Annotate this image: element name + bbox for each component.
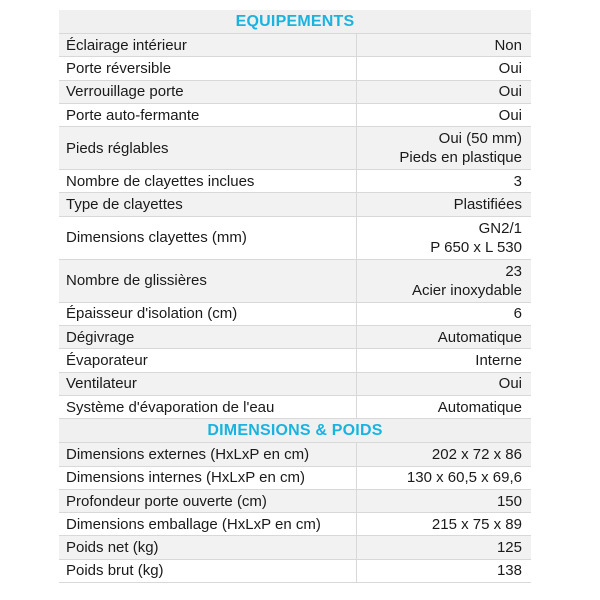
spec-value-line: 3 <box>513 172 522 190</box>
spec-value-line: 202 x 72 x 86 <box>431 445 522 463</box>
table-row <box>59 443 531 466</box>
spec-label: Verrouillage porte <box>59 81 357 103</box>
spec-value-line: Oui <box>498 375 522 393</box>
spec-label: Dimensions emballage (HxLxP en cm) <box>59 513 357 535</box>
spec-label: Porte réversible <box>59 57 357 79</box>
spec-value-line: GN2/1 <box>478 219 522 237</box>
spec-value <box>357 303 531 325</box>
spec-label: Nombre de clayettes inclues <box>59 170 357 192</box>
spec-value-line: P 650 x L 530 <box>430 238 522 256</box>
spec-value-line: Non <box>494 36 522 54</box>
spec-value-line: 125 <box>496 539 522 557</box>
spec-value <box>357 349 531 371</box>
spec-label: Éclairage intérieur <box>59 34 357 56</box>
spec-value-line: Acier inoxydable <box>411 281 522 299</box>
table-row <box>59 127 531 170</box>
table-row <box>59 57 531 80</box>
spec-label: Dimensions internes (HxLxP en cm) <box>59 467 357 489</box>
spec-value <box>357 326 531 348</box>
spec-value <box>357 490 531 512</box>
spec-value <box>357 443 531 465</box>
spec-label: Évaporateur <box>59 349 357 371</box>
spec-label: Épaisseur d'isolation (cm) <box>59 303 357 325</box>
spec-label: Profondeur porte ouverte (cm) <box>59 490 357 512</box>
section-heading-equipements: EQUIPEMENTS <box>59 10 531 34</box>
table-row <box>59 513 531 536</box>
spec-value <box>357 34 531 56</box>
spec-value <box>357 170 531 192</box>
spec-value <box>357 373 531 395</box>
spec-value <box>357 127 531 169</box>
spec-value-line: 138 <box>496 562 522 580</box>
spec-sheet <box>59 10 531 583</box>
spec-label: Porte auto-fermante <box>59 104 357 126</box>
spec-value <box>357 193 531 215</box>
table-row <box>59 373 531 396</box>
spec-value-line: 23 <box>505 262 522 280</box>
table-row <box>59 490 531 513</box>
spec-value-line: 150 <box>496 492 522 510</box>
table-row <box>59 34 531 57</box>
table-row <box>59 81 531 104</box>
spec-value-line: 215 x 75 x 89 <box>431 515 522 533</box>
table-row <box>59 326 531 349</box>
spec-label: Système d'évaporation de l'eau <box>59 396 357 418</box>
spec-value <box>357 104 531 126</box>
spec-value-line: Plastifiées <box>453 196 522 214</box>
table-row <box>59 260 531 303</box>
spec-value-line: 6 <box>513 305 522 323</box>
spec-value <box>357 81 531 103</box>
spec-value <box>357 467 531 489</box>
spec-label: Dégivrage <box>59 326 357 348</box>
spec-value-line: Oui (50 mm) <box>438 130 522 148</box>
spec-value-line: Automatique <box>437 328 522 346</box>
spec-label: Ventilateur <box>59 373 357 395</box>
spec-value-line: Interne <box>475 352 522 370</box>
spec-label: Nombre de glissières <box>59 260 357 302</box>
spec-value <box>357 536 531 558</box>
spec-value-line: Automatique <box>437 398 522 416</box>
table-row <box>59 303 531 326</box>
section-heading-dimensions-poids: DIMENSIONS & POIDS <box>59 419 531 443</box>
table-row <box>59 536 531 559</box>
spec-value <box>357 217 531 259</box>
spec-label: Poids brut (kg) <box>59 560 357 582</box>
table-row <box>59 170 531 193</box>
table-row <box>59 467 531 490</box>
spec-value <box>357 513 531 535</box>
spec-table <box>59 34 531 419</box>
table-row <box>59 104 531 127</box>
spec-label: Pieds réglables <box>59 127 357 169</box>
spec-value-line: 130 x 60,5 x 69,6 <box>406 469 522 487</box>
spec-value-line: Oui <box>498 83 522 101</box>
spec-value-line: Pieds en plastique <box>399 149 522 167</box>
spec-label: Type de clayettes <box>59 193 357 215</box>
spec-value-line: Oui <box>498 106 522 124</box>
spec-value <box>357 560 531 582</box>
spec-label: Poids net (kg) <box>59 536 357 558</box>
spec-value <box>357 260 531 302</box>
table-row <box>59 396 531 419</box>
spec-label: Dimensions clayettes (mm) <box>59 217 357 259</box>
table-row <box>59 217 531 260</box>
spec-table <box>59 443 531 583</box>
table-row <box>59 193 531 216</box>
spec-value <box>357 396 531 418</box>
spec-value-line: Oui <box>498 59 522 77</box>
table-row <box>59 560 531 583</box>
table-row <box>59 349 531 372</box>
spec-value <box>357 57 531 79</box>
spec-label: Dimensions externes (HxLxP en cm) <box>59 443 357 465</box>
